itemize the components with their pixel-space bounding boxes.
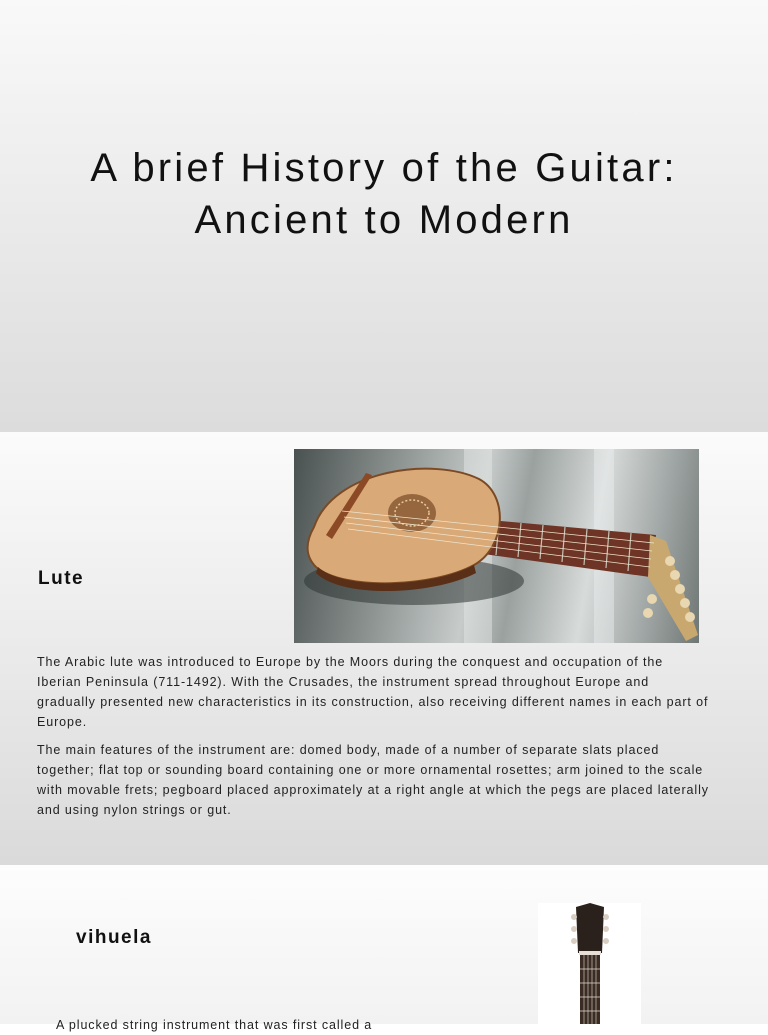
vihuela-neck	[580, 955, 600, 1024]
vihuela-photo	[538, 903, 641, 1024]
title-line-1: A brief History of the Guitar:	[90, 146, 678, 190]
vihuela-illustration	[538, 903, 641, 1024]
presentation-title	[0, 142, 768, 246]
vihuela-heading: vihuela	[76, 927, 152, 948]
lute-illustration	[294, 449, 699, 643]
lute-slide	[0, 432, 768, 865]
vihuela-body-text: A plucked string instrument that was first called a	[56, 1018, 373, 1032]
lute-paragraph-1: The Arabic lute was introduced to Europe by the Moors during the conquest and occupation of the Iberian Peninsula (711-1492). With the Crusades, the instrument spread throughout Europe and gradually presented new characteristics in its construction, also receiving different names in each part of Europe.	[37, 655, 709, 729]
title-slide	[0, 0, 768, 432]
title-line-2: Ancient to Modern	[194, 198, 574, 242]
lute-photo	[294, 449, 699, 643]
lute-heading: Lute	[38, 568, 85, 589]
lute-paragraph-2: The main features of the instrument are: domed body, made of a number of separate slats placed together; flat top or sounding board containing one or more ornamental rosettes; arm joined to the scale with movable frets; pegboard placed approximately at a right angle at which the pegs are placed laterally and using nylon strings or gut.	[37, 743, 709, 817]
vihuela-slide	[0, 865, 768, 1032]
lute-body-text	[37, 652, 709, 820]
